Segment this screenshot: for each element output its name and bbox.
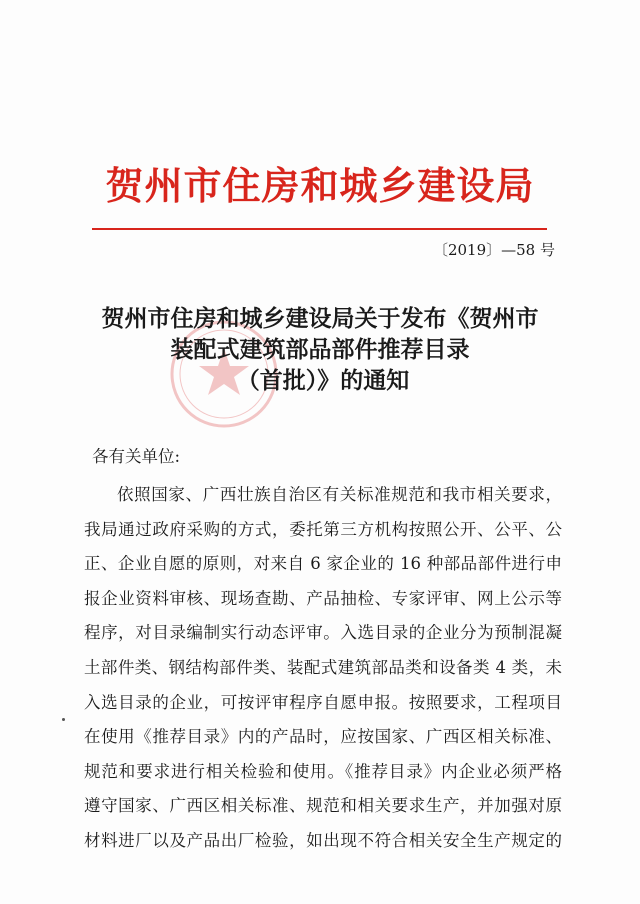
notice-title — [40, 303, 600, 396]
margin-speck — [62, 718, 65, 721]
body-line: 报企业资料审核、现场查勘、产品抽检、专家评审、网上公示等 — [84, 588, 562, 608]
red-separator-line — [92, 228, 547, 230]
body-line: 遵守国家、广西区相关标准、规范和相关要求生产，并加强对原 — [84, 796, 562, 816]
issuer-header: 贺州市住房和城乡建设局 — [105, 163, 535, 208]
body-line: 土部件类、钢结构部件类、装配式建筑部品类和设备类 4 类，未 — [84, 657, 562, 677]
body-line: 材料进厂以及产品出厂检验，如出现不符合相关安全生产规定的 — [84, 830, 562, 850]
body-line: 依照国家、广西壮族自治区有关标准规范和我市相关要求， — [117, 485, 562, 504]
body-line: 入选目录的企业，可按评审程序自愿申报。按照要求，工程项目 — [84, 692, 562, 712]
document-number: 〔2019〕—58 号 — [432, 241, 555, 259]
body-line: 正、企业自愿的原则，对来自 6 家企业的 16 种部品部件进行申 — [84, 554, 562, 574]
body-line: 程序，对目录编制实行动态评审。入选目录的企业分为预制混凝 — [84, 623, 562, 643]
notice-title-line: 贺州市住房和城乡建设局关于发布《贺州市 — [101, 305, 539, 332]
body-line: 在使用《推荐目录》内的产品时，应按国家、广西区相关标准、 — [84, 727, 562, 747]
notice-title-line: （首批）》的通知 — [236, 367, 410, 394]
body-line: 我局通过政府采购的方式，委托第三方机构按照公开、公平、公 — [84, 519, 562, 539]
salutation: 各有关单位: — [92, 447, 181, 466]
notice-title-line: 装配式建筑部品部件推荐目录 — [170, 336, 470, 363]
body-paragraph — [84, 478, 562, 859]
body-line: 规范和要求进行相关检验和使用。《推荐目录》内企业必须严格 — [84, 761, 562, 781]
